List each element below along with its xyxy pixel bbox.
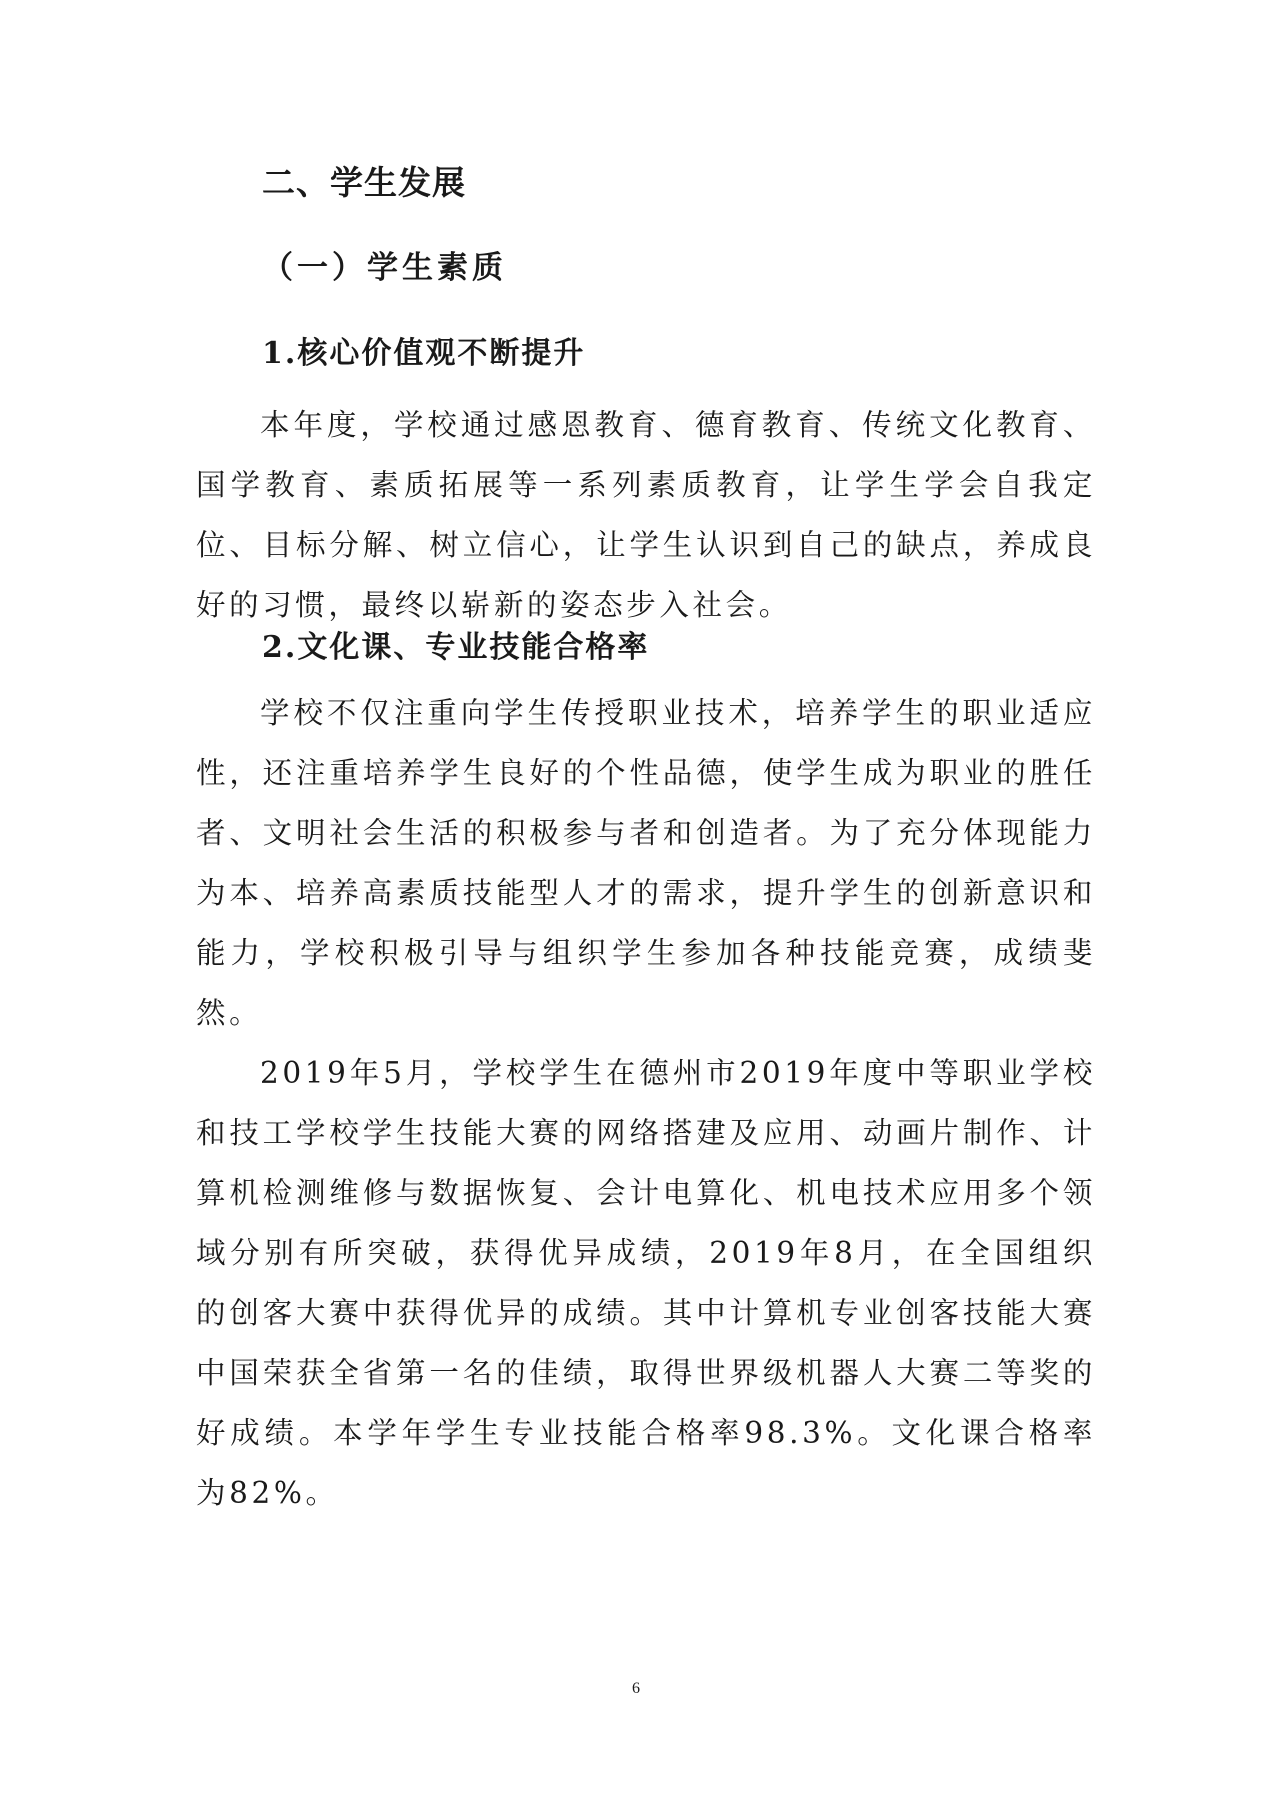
section-heading: 二、学生发展 <box>262 163 466 202</box>
subsection-heading: （一）学生素质 <box>262 250 507 286</box>
paragraph-2: 学校不仅注重向学生传授职业技术，培养学生的职业适应性，还注重培养学生良好的个性品德，使学生成为职业的胜任者、文明社会生活的积极参与者和创造者。为了充分体现能力为本、培养高素质技能型人才的需求，提升学生的创新意识和能力，学校积极引导与组织学生参加各种技能竞赛，成绩斐然。 <box>196 696 1096 1030</box>
paragraph-3: 2019年5月，学校学生在德州市2019年度中等职业学校和技工学校学生技能大赛的网络搭建及应用、动画片制作、计算机检测维修与数据恢复、会计电算化、机电技术应用多个领域分别有所突破，获得优异成绩，2019年8月，在全国组织的创客大赛中获得优异的成绩。其中计算机专业创客技能大赛中国荣获全省第一名的佳绩，取得世界级机器人大赛二等奖的好成绩。本学年学生专业技能合格率98.3%。文化课合格率为82%。 <box>196 1056 1096 1510</box>
page-number: 6 <box>632 1680 640 1697</box>
item-title-2: 2.文化课、专业技能合格率 <box>262 630 650 665</box>
paragraph-1: 本年度，学校通过感恩教育、德育教育、传统文化教育、国学教育、素质拓展等一系列素质教育，让学生学会自我定位、目标分解、树立信心，让学生认识到自己的缺点，养成良好的习惯，最终以崭新的姿态步入社会。 <box>196 408 1096 622</box>
item-title-1: 1.核心价值观不断提升 <box>262 336 586 371</box>
